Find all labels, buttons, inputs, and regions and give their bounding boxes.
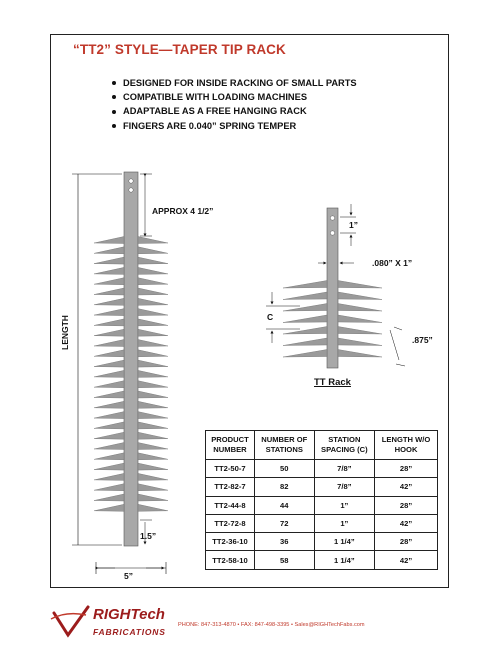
rack-finger: [138, 350, 168, 357]
table-row: TT2-58-10 58 1 1/4” 42”: [206, 551, 438, 569]
rack-finger: [94, 412, 124, 419]
rack-finger: [338, 338, 382, 346]
rack-finger: [138, 494, 168, 501]
rack-finger: [283, 304, 327, 312]
hook-hole: [330, 216, 334, 220]
rack-finger: [138, 463, 168, 470]
rack-finger: [283, 315, 327, 323]
rack-finger: [138, 504, 168, 511]
rack-finger: [138, 360, 168, 367]
column-header: PRODUCT NUMBER: [206, 431, 255, 460]
finger-length-label: .875”: [412, 335, 433, 345]
rack-finger: [138, 370, 168, 377]
rack-finger: [94, 401, 124, 408]
rack-finger: [94, 360, 124, 367]
rack-finger: [338, 292, 382, 300]
feature-item: DESIGNED FOR INSIDE RACKING OF SMALL PARTS: [112, 76, 357, 90]
table-row: TT2-44-8 44 1” 28”: [206, 496, 438, 514]
hole-spacing-label: 1”: [349, 220, 358, 230]
rack-finger: [94, 463, 124, 470]
length-label: LENGTH: [60, 315, 70, 350]
strip-size-label: .080” X 1”: [372, 258, 413, 268]
approx-length-label: APPROX 4 1/2”: [152, 206, 214, 216]
station-spacing-label: C: [267, 312, 274, 322]
rack-finger: [338, 327, 382, 335]
rack-finger: [94, 247, 124, 254]
rack-finger: [94, 350, 124, 357]
tt-rack-caption: TT Rack: [314, 377, 351, 388]
main-rack-spine: [124, 172, 138, 546]
rack-finger: [138, 267, 168, 274]
rack-finger: [138, 381, 168, 388]
rack-finger: [138, 401, 168, 408]
rack-finger: [283, 281, 327, 289]
rack-finger: [94, 370, 124, 377]
rack-finger: [338, 315, 382, 323]
feature-item: ADAPTABLE AS A FREE HANGING RACK: [112, 104, 357, 118]
table-row: TT2-36-10 36 1 1/4” 28”: [206, 533, 438, 551]
rack-finger: [138, 247, 168, 254]
rack-finger: [283, 292, 327, 300]
rack-finger: [94, 494, 124, 501]
rack-finger: [138, 412, 168, 419]
rack-finger: [138, 319, 168, 326]
rack-finger: [138, 237, 168, 244]
rack-finger: [138, 453, 168, 460]
rack-finger: [94, 432, 124, 439]
rack-finger: [338, 350, 382, 358]
rack-finger: [283, 350, 327, 358]
hook-hole: [129, 188, 133, 192]
rack-finger: [94, 267, 124, 274]
rack-finger: [138, 484, 168, 491]
rack-finger: [94, 473, 124, 480]
feature-item: FINGERS ARE 0.040” SPRING TEMPER: [112, 119, 357, 133]
rack-finger: [94, 319, 124, 326]
rack-finger: [138, 278, 168, 285]
rack-finger: [138, 391, 168, 398]
rack-finger: [138, 340, 168, 347]
column-header: STATION SPACING (C): [314, 431, 375, 460]
hook-hole: [129, 179, 133, 183]
rack-finger: [94, 298, 124, 305]
rack-finger: [138, 329, 168, 336]
brand-name: RIGHTech: [93, 606, 165, 623]
rack-finger: [94, 309, 124, 316]
rack-finger: [138, 473, 168, 480]
rack-finger: [338, 304, 382, 312]
product-table: [205, 430, 438, 570]
rack-finger: [94, 288, 124, 295]
rack-finger: [138, 298, 168, 305]
table-row: TT2-72-8 72 1” 42”: [206, 514, 438, 532]
rack-finger: [94, 329, 124, 336]
rack-finger: [138, 257, 168, 264]
column-header: NUMBER OF STATIONS: [254, 431, 314, 460]
table-header-row: [206, 431, 438, 460]
rack-finger: [138, 309, 168, 316]
width-label: 5”: [124, 571, 133, 581]
rack-finger: [94, 504, 124, 511]
contact-info: PHONE: 847-313-4870 • FAX: 847-498-3395 • Sales@RIGHTechFabs.com: [178, 622, 365, 628]
rack-finger: [94, 443, 124, 450]
column-header: LENGTH W/O HOOK: [375, 431, 438, 460]
hook-hole: [330, 231, 334, 235]
rack-finger: [94, 484, 124, 491]
rack-finger: [94, 381, 124, 388]
rack-finger: [94, 422, 124, 429]
rack-finger: [338, 281, 382, 289]
feature-item: COMPATIBLE WITH LOADING MACHINES: [112, 90, 357, 104]
rack-finger: [94, 453, 124, 460]
rack-finger: [138, 432, 168, 439]
rack-finger: [94, 391, 124, 398]
rack-finger: [283, 338, 327, 346]
bottom-width-label: 1.5”: [140, 531, 157, 541]
rack-finger: [94, 340, 124, 347]
table-row: TT2-50-7 50 7/8” 28”: [206, 460, 438, 478]
rack-finger: [94, 237, 124, 244]
brand-subtitle: FABRICATIONS: [93, 627, 166, 637]
rack-finger: [283, 327, 327, 335]
page-title: “TT2” STYLE—TAPER TIP RACK: [73, 42, 286, 57]
rack-finger: [94, 278, 124, 285]
rack-finger: [138, 422, 168, 429]
rack-finger: [94, 257, 124, 264]
table-row: TT2-82-7 82 7/8” 42”: [206, 478, 438, 496]
rack-finger: [138, 288, 168, 295]
rack-finger: [138, 443, 168, 450]
